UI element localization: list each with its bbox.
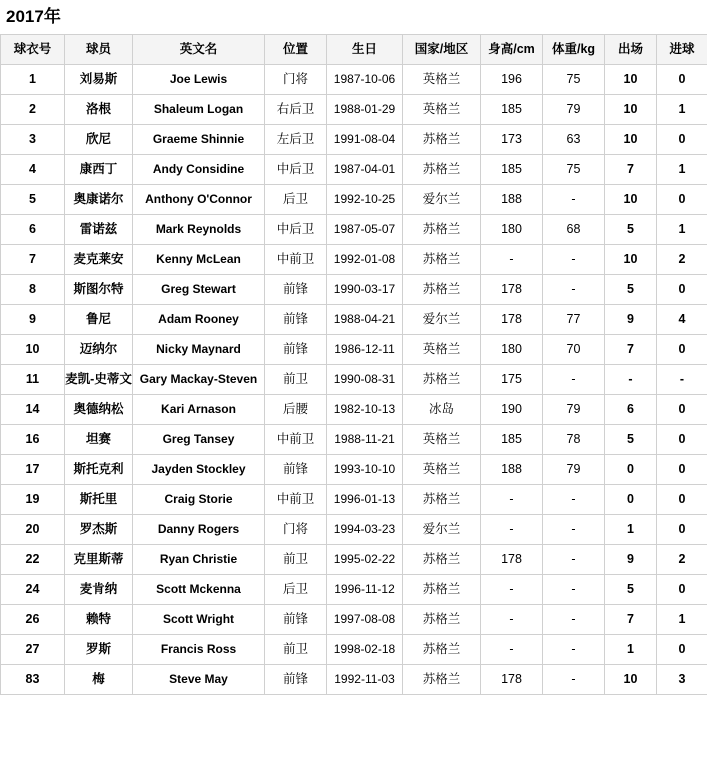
cell-position: 左后卫 (265, 125, 327, 155)
cell-player: 坦赛 (65, 425, 133, 455)
cell-birthday: 1990-03-17 (327, 275, 403, 305)
cell-country: 英格兰 (403, 455, 481, 485)
table-header-row (1, 35, 707, 65)
cell-english-name: Greg Stewart (133, 275, 265, 305)
cell-player: 斯托克利 (65, 455, 133, 485)
cell-country: 爱尔兰 (403, 185, 481, 215)
cell-birthday: 1988-01-29 (327, 95, 403, 125)
cell-height: 190 (481, 395, 543, 425)
cell-height: 185 (481, 95, 543, 125)
column-header-weight: 体重/kg (543, 35, 605, 65)
cell-birthday: 1990-08-31 (327, 365, 403, 395)
cell-birthday: 1987-04-01 (327, 155, 403, 185)
cell-height: 178 (481, 665, 543, 695)
cell-goals: 0 (657, 575, 707, 605)
cell-birthday: 1996-11-12 (327, 575, 403, 605)
table-row (1, 425, 707, 455)
cell-country: 苏格兰 (403, 365, 481, 395)
cell-weight: - (543, 185, 605, 215)
cell-weight: 68 (543, 215, 605, 245)
table-row (1, 635, 707, 665)
cell-position: 中前卫 (265, 245, 327, 275)
cell-player: 麦肯纳 (65, 575, 133, 605)
table-row (1, 155, 707, 185)
cell-english-name: Shaleum Logan (133, 95, 265, 125)
cell-appearances: 7 (605, 335, 657, 365)
cell-country: 英格兰 (403, 95, 481, 125)
cell-birthday: 1992-10-25 (327, 185, 403, 215)
cell-shirt-number: 83 (1, 665, 65, 695)
cell-goals: - (657, 365, 707, 395)
cell-goals: 0 (657, 185, 707, 215)
cell-birthday: 1996-01-13 (327, 485, 403, 515)
cell-appearances: 10 (605, 245, 657, 275)
cell-position: 前锋 (265, 305, 327, 335)
cell-goals: 0 (657, 275, 707, 305)
cell-birthday: 1994-03-23 (327, 515, 403, 545)
table-row (1, 125, 707, 155)
cell-weight: 79 (543, 455, 605, 485)
cell-weight: - (543, 665, 605, 695)
cell-shirt-number: 8 (1, 275, 65, 305)
column-header-country: 国家/地区 (403, 35, 481, 65)
cell-english-name: Ryan Christie (133, 545, 265, 575)
cell-height: 180 (481, 335, 543, 365)
cell-english-name: Anthony O'Connor (133, 185, 265, 215)
cell-weight: - (543, 545, 605, 575)
cell-english-name: Jayden Stockley (133, 455, 265, 485)
table-row (1, 245, 707, 275)
cell-birthday: 1993-10-10 (327, 455, 403, 485)
cell-english-name: Steve May (133, 665, 265, 695)
cell-goals: 2 (657, 545, 707, 575)
cell-country: 英格兰 (403, 335, 481, 365)
cell-appearances: 7 (605, 155, 657, 185)
column-header-birthday: 生日 (327, 35, 403, 65)
cell-position: 前锋 (265, 605, 327, 635)
table-row (1, 95, 707, 125)
table-row (1, 335, 707, 365)
column-header-position: 位置 (265, 35, 327, 65)
cell-english-name: Andy Considine (133, 155, 265, 185)
cell-country: 苏格兰 (403, 215, 481, 245)
table-row (1, 545, 707, 575)
cell-shirt-number: 6 (1, 215, 65, 245)
cell-english-name: Scott Wright (133, 605, 265, 635)
cell-english-name: Francis Ross (133, 635, 265, 665)
cell-goals: 1 (657, 215, 707, 245)
cell-weight: - (543, 485, 605, 515)
cell-country: 苏格兰 (403, 155, 481, 185)
cell-birthday: 1992-01-08 (327, 245, 403, 275)
cell-height: 178 (481, 305, 543, 335)
cell-country: 爱尔兰 (403, 515, 481, 545)
cell-height: - (481, 575, 543, 605)
cell-shirt-number: 22 (1, 545, 65, 575)
cell-goals: 0 (657, 635, 707, 665)
cell-position: 门将 (265, 65, 327, 95)
table-row (1, 185, 707, 215)
column-header-player: 球员 (65, 35, 133, 65)
cell-position: 后卫 (265, 575, 327, 605)
table-row (1, 215, 707, 245)
cell-height: 178 (481, 545, 543, 575)
cell-height: - (481, 245, 543, 275)
cell-english-name: Kari Arnason (133, 395, 265, 425)
cell-player: 雷诺兹 (65, 215, 133, 245)
cell-birthday: 1986-12-11 (327, 335, 403, 365)
cell-position: 中前卫 (265, 425, 327, 455)
cell-english-name: Danny Rogers (133, 515, 265, 545)
cell-player: 洛根 (65, 95, 133, 125)
table-header (1, 35, 707, 65)
cell-player: 迈纳尔 (65, 335, 133, 365)
cell-weight: 77 (543, 305, 605, 335)
cell-position: 中后卫 (265, 215, 327, 245)
cell-player: 麦凯-史蒂文 (65, 365, 133, 395)
cell-goals: 0 (657, 395, 707, 425)
cell-player: 罗斯 (65, 635, 133, 665)
table-row (1, 365, 707, 395)
column-header-height: 身高/cm (481, 35, 543, 65)
cell-appearances: 5 (605, 425, 657, 455)
cell-goals: 0 (657, 65, 707, 95)
cell-shirt-number: 27 (1, 635, 65, 665)
cell-country: 爱尔兰 (403, 305, 481, 335)
cell-player: 鲁尼 (65, 305, 133, 335)
cell-birthday: 1997-08-08 (327, 605, 403, 635)
cell-country: 苏格兰 (403, 575, 481, 605)
cell-goals: 0 (657, 335, 707, 365)
cell-position: 后腰 (265, 395, 327, 425)
cell-birthday: 1992-11-03 (327, 665, 403, 695)
cell-weight: 75 (543, 155, 605, 185)
cell-weight: - (543, 515, 605, 545)
cell-english-name: Joe Lewis (133, 65, 265, 95)
cell-shirt-number: 3 (1, 125, 65, 155)
cell-player: 罗杰斯 (65, 515, 133, 545)
cell-shirt-number: 16 (1, 425, 65, 455)
cell-appearances: 7 (605, 605, 657, 635)
cell-appearances: 10 (605, 665, 657, 695)
cell-appearances: 0 (605, 455, 657, 485)
cell-country: 英格兰 (403, 425, 481, 455)
cell-position: 门将 (265, 515, 327, 545)
cell-appearances: 10 (605, 185, 657, 215)
cell-birthday: 1998-02-18 (327, 635, 403, 665)
table-row (1, 65, 707, 95)
cell-shirt-number: 9 (1, 305, 65, 335)
cell-height: - (481, 635, 543, 665)
cell-player: 欣尼 (65, 125, 133, 155)
cell-position: 前锋 (265, 335, 327, 365)
table-row (1, 575, 707, 605)
cell-birthday: 1988-11-21 (327, 425, 403, 455)
table-row (1, 455, 707, 485)
cell-appearances: 5 (605, 215, 657, 245)
cell-position: 前卫 (265, 635, 327, 665)
cell-shirt-number: 20 (1, 515, 65, 545)
cell-position: 前锋 (265, 275, 327, 305)
cell-birthday: 1995-02-22 (327, 545, 403, 575)
cell-shirt-number: 1 (1, 65, 65, 95)
cell-player: 赖特 (65, 605, 133, 635)
table-row (1, 515, 707, 545)
column-header-shirt-number: 球衣号 (1, 35, 65, 65)
cell-player: 奥德纳松 (65, 395, 133, 425)
cell-goals: 4 (657, 305, 707, 335)
cell-appearances: 9 (605, 305, 657, 335)
cell-weight: 75 (543, 65, 605, 95)
cell-english-name: Mark Reynolds (133, 215, 265, 245)
cell-english-name: Craig Storie (133, 485, 265, 515)
cell-weight: 78 (543, 425, 605, 455)
cell-shirt-number: 5 (1, 185, 65, 215)
table-row (1, 485, 707, 515)
cell-country: 苏格兰 (403, 275, 481, 305)
cell-weight: - (543, 635, 605, 665)
column-header-english-name: 英文名 (133, 35, 265, 65)
cell-weight: 63 (543, 125, 605, 155)
cell-player: 梅 (65, 665, 133, 695)
table-row (1, 605, 707, 635)
cell-height: 178 (481, 275, 543, 305)
cell-weight: - (543, 275, 605, 305)
cell-weight: - (543, 245, 605, 275)
cell-position: 右后卫 (265, 95, 327, 125)
cell-birthday: 1988-04-21 (327, 305, 403, 335)
cell-height: 196 (481, 65, 543, 95)
cell-appearances: 0 (605, 485, 657, 515)
cell-player: 斯托里 (65, 485, 133, 515)
cell-goals: 0 (657, 485, 707, 515)
cell-shirt-number: 24 (1, 575, 65, 605)
cell-weight: 79 (543, 395, 605, 425)
column-header-appearances: 出场 (605, 35, 657, 65)
cell-position: 前卫 (265, 545, 327, 575)
cell-appearances: 10 (605, 95, 657, 125)
cell-goals: 2 (657, 245, 707, 275)
cell-appearances: 10 (605, 65, 657, 95)
cell-height: 180 (481, 215, 543, 245)
cell-country: 苏格兰 (403, 635, 481, 665)
cell-position: 前锋 (265, 665, 327, 695)
cell-english-name: Nicky Maynard (133, 335, 265, 365)
cell-position: 前锋 (265, 455, 327, 485)
cell-player: 斯图尔特 (65, 275, 133, 305)
cell-birthday: 1987-05-07 (327, 215, 403, 245)
cell-position: 中后卫 (265, 155, 327, 185)
cell-country: 苏格兰 (403, 125, 481, 155)
cell-height: 173 (481, 125, 543, 155)
cell-shirt-number: 11 (1, 365, 65, 395)
column-header-goals: 进球 (657, 35, 707, 65)
cell-player: 康西丁 (65, 155, 133, 185)
table-body (1, 65, 707, 695)
cell-english-name: Adam Rooney (133, 305, 265, 335)
cell-height: - (481, 515, 543, 545)
cell-player: 克里斯蒂 (65, 545, 133, 575)
cell-goals: 0 (657, 425, 707, 455)
cell-height: - (481, 605, 543, 635)
cell-birthday: 1991-08-04 (327, 125, 403, 155)
cell-weight: 70 (543, 335, 605, 365)
cell-position: 前卫 (265, 365, 327, 395)
cell-appearances: 6 (605, 395, 657, 425)
cell-shirt-number: 14 (1, 395, 65, 425)
cell-goals: 0 (657, 515, 707, 545)
cell-shirt-number: 19 (1, 485, 65, 515)
cell-shirt-number: 10 (1, 335, 65, 365)
cell-height: 188 (481, 185, 543, 215)
cell-english-name: Gary Mackay-Steven (133, 365, 265, 395)
cell-english-name: Greg Tansey (133, 425, 265, 455)
cell-country: 苏格兰 (403, 245, 481, 275)
cell-height: 188 (481, 455, 543, 485)
cell-shirt-number: 7 (1, 245, 65, 275)
cell-height: 185 (481, 425, 543, 455)
cell-shirt-number: 4 (1, 155, 65, 185)
cell-birthday: 1987-10-06 (327, 65, 403, 95)
cell-goals: 3 (657, 665, 707, 695)
cell-english-name: Scott Mckenna (133, 575, 265, 605)
table-row (1, 395, 707, 425)
cell-appearances: 9 (605, 545, 657, 575)
cell-position: 后卫 (265, 185, 327, 215)
table-row (1, 275, 707, 305)
cell-country: 苏格兰 (403, 605, 481, 635)
cell-birthday: 1982-10-13 (327, 395, 403, 425)
table-row (1, 665, 707, 695)
cell-english-name: Graeme Shinnie (133, 125, 265, 155)
cell-goals: 1 (657, 95, 707, 125)
cell-country: 苏格兰 (403, 665, 481, 695)
cell-height: - (481, 485, 543, 515)
cell-player: 刘易斯 (65, 65, 133, 95)
cell-appearances: 5 (605, 275, 657, 305)
cell-country: 冰岛 (403, 395, 481, 425)
cell-appearances: - (605, 365, 657, 395)
cell-weight: - (543, 575, 605, 605)
cell-goals: 1 (657, 155, 707, 185)
cell-english-name: Kenny McLean (133, 245, 265, 275)
cell-height: 185 (481, 155, 543, 185)
cell-shirt-number: 26 (1, 605, 65, 635)
cell-goals: 1 (657, 605, 707, 635)
cell-country: 苏格兰 (403, 485, 481, 515)
cell-weight: - (543, 605, 605, 635)
cell-appearances: 1 (605, 635, 657, 665)
page-title: 2017年 (6, 7, 61, 26)
squad-table (0, 34, 707, 695)
cell-appearances: 1 (605, 515, 657, 545)
cell-player: 麦克莱安 (65, 245, 133, 275)
cell-shirt-number: 2 (1, 95, 65, 125)
cell-height: 175 (481, 365, 543, 395)
cell-appearances: 10 (605, 125, 657, 155)
cell-goals: 0 (657, 125, 707, 155)
cell-player: 奥康诺尔 (65, 185, 133, 215)
cell-weight: 79 (543, 95, 605, 125)
table-row (1, 305, 707, 335)
cell-position: 中前卫 (265, 485, 327, 515)
cell-goals: 0 (657, 455, 707, 485)
cell-appearances: 5 (605, 575, 657, 605)
cell-country: 英格兰 (403, 65, 481, 95)
cell-country: 苏格兰 (403, 545, 481, 575)
cell-shirt-number: 17 (1, 455, 65, 485)
cell-weight: - (543, 365, 605, 395)
